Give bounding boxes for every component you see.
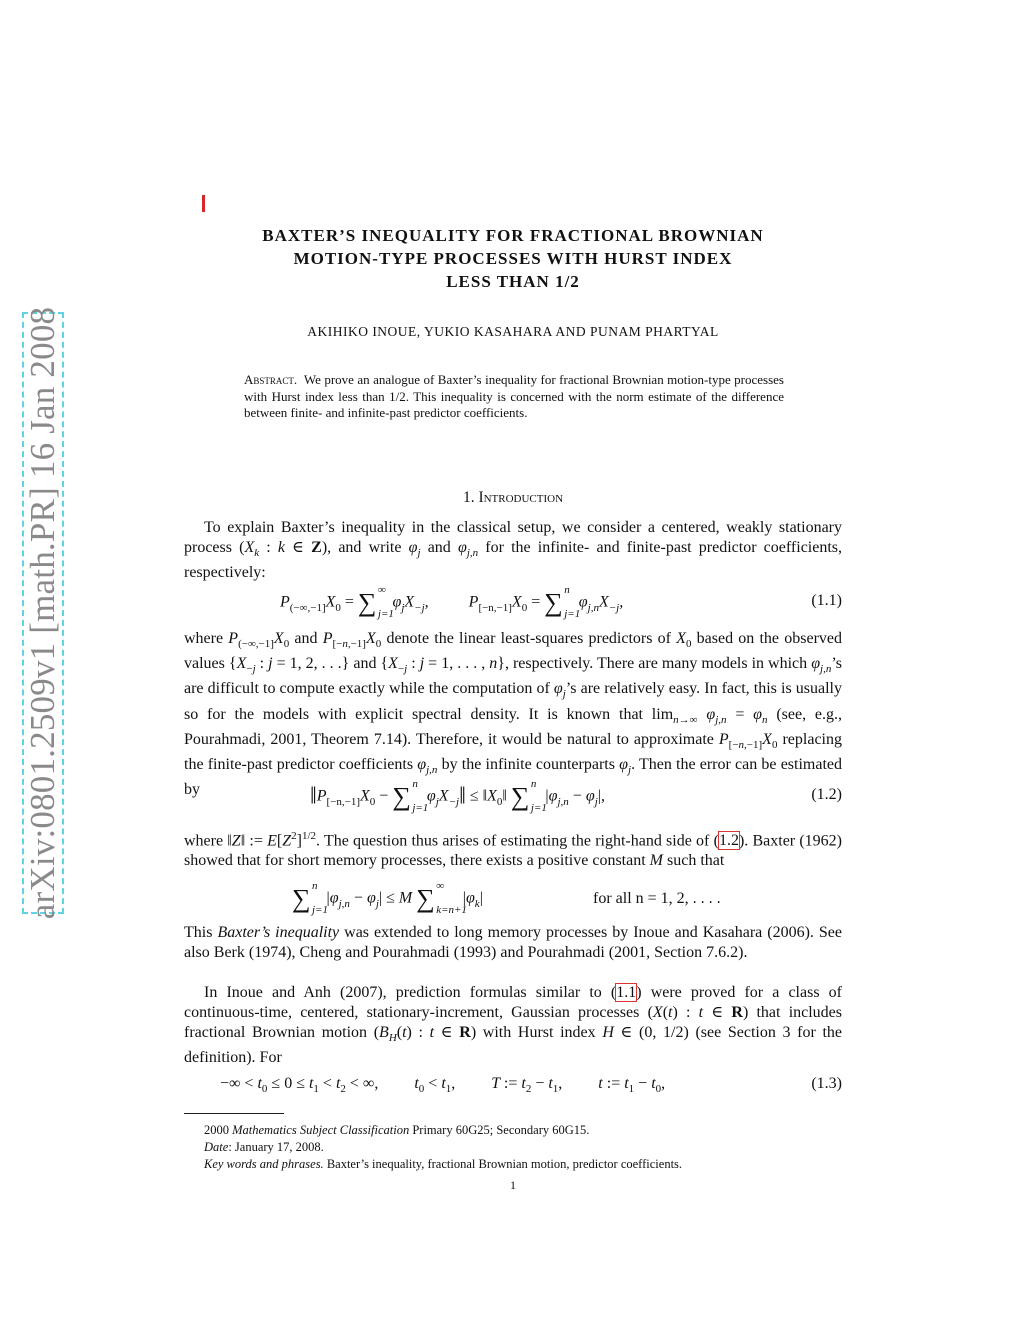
abstract — [244, 372, 784, 422]
footnote-keywords — [204, 1156, 844, 1173]
red-marker — [202, 195, 205, 212]
paper-title-line-1: BAXTER’S INEQUALITY FOR FRACTIONAL BROWNIAN — [262, 226, 764, 245]
footnote-date: Date: January 17, 2008. — [204, 1140, 324, 1154]
paper-title-line-3: LESS THAN 1/2 — [446, 272, 580, 291]
msc-year: 2000 — [204, 1123, 229, 1137]
equation-ref-link[interactable]: 1.1 — [616, 984, 637, 1001]
equation-number: (1.3) — [811, 1075, 842, 1092]
msc-text: Primary 60G25; Secondary 60G15. — [412, 1123, 590, 1137]
baxter-inequality-display: ∑ n j=1 $|\varphi_{j,n} - \varphi_j| \le M$ ∑ ∞ k=n+1 $|\varphi_k|$ for all n = 1, 2, . . . . — [292, 880, 721, 916]
intro-paragraph-2: where $P_{(-\infty,-1]}X_0$ and $P_{[-n,-1]}X_0$ denote the linear least-squares predictors of $X_0$ based on the observed values {$X_{-j}$ : j = 1, 2, . . .} and {$X_{-j}$ : j = 1, . . . , n}, respectively. There are many models in which $\varphi_{j,n}’s$ are difficult to compute exactly while the computation of $\varphi_j’s$ are relatively easy. In fact, this is usually so for the models with explicit spectral density. It is known that $\lim_{n\to\infty} \varphi_{j,n} = \varphi_n$ (see, e.g., Pourahmadi, 2001, Theorem 7.14). Therefore, it would be natural to approximate $P_{[-n,-1]}X_0$ replacing the finite-past predictor coefficients $\varphi_{j,n}$ by the infinite counterparts $\varphi_j$. Then the error can be estimated by — [184, 630, 843, 799]
equation-1-3: −∞ < $t_0 \le 0 \le t_1 < t_2$ < ∞, $t_0 < t_1$, T := $t_2 - t_1$, t := $t_1 - t_0$, (1.3) — [220, 1075, 842, 1096]
equation-number: (1.1) — [811, 592, 842, 609]
section-number: 1. — [462, 489, 475, 506]
intro-paragraph-4: This Baxter’s inequality was extended to long memory processes by Inoue and Kasahara (2006). See also Berk (1974), Cheng and Pourahmadi (1993) and Pourahmadi (2001, Section 7.6.2). — [184, 924, 842, 961]
date-text: January 17, 2008. — [234, 1140, 324, 1154]
author-list: AKIHIKO INOUE, YUKIO KASAHARA AND PUNAM PHARTYAL — [307, 324, 719, 339]
for-all-n-text: for all n = 1, 2, . . . . — [593, 890, 721, 907]
msc-label: Mathematics Subject Classification — [232, 1123, 410, 1137]
abstract-text: We prove an analogue of Baxter’s inequality for fractional Brownian motion-type processes with Hurst index less than 1/2. This inequality is concerned with the norm estimate of the difference between finite- and infinite-past predictor coefficients. — [244, 372, 784, 420]
keywords-label: Key words and phrases. — [204, 1157, 324, 1171]
footnote-rule — [184, 1113, 284, 1114]
abstract-label: Abstract. — [244, 372, 298, 387]
footnote-msc — [204, 1122, 844, 1139]
intro-paragraph-3: where ‖Z‖ := $E[Z^2]^{1/2}$. The question thus arises of estimating the right-hand side of (1.2). Baxter (1962) showed that for short memory processes, there exists a positive constant M such that — [184, 830, 843, 870]
section-title: Introduction — [478, 489, 564, 506]
date-label: Date — [204, 1140, 229, 1154]
arxiv-stamp — [22, 306, 64, 920]
intro-paragraph-1: To explain Baxter’s inequality in the classical setup, we consider a centered, weakly stationary process ($X_k$ : k ∈ Z), and write $\varphi_j$ and $\varphi_{j,n}$ for the infinite- and finite-past predictor coefficients, respectively: — [184, 519, 843, 582]
paper-title-line-2: MOTION-TYPE PROCESSES WITH HURST INDEX — [293, 249, 733, 268]
keywords-text: Baxter’s inequality, fractional Brownian motion, predictor coefficients. — [326, 1157, 683, 1171]
intro-paragraph-5: In Inoue and Anh (2007), prediction formulas similar to (1.1) were proved for a class of continuous-time, centered, stationary-increment, Gaussian processes (X(t) : t ∈ R) that includes fractional Brownian motion ($B_H(t)$ : t ∈ R) with Hurst index H ∈ (0, 1/2) (see Section 3 for the definition). For — [184, 984, 843, 1067]
equation-1-2: $‖P_{[-n,-1]}X_0$ − ∑ n j=1 $\varphi_jX_{-j}‖$ ≤ $‖X_0‖$ ∑ n j=1 $|\varphi_{j,n} - \varphi_j|$, (1.2) — [310, 778, 842, 814]
equation-number: (1.2) — [811, 786, 842, 803]
arxiv-identifier: arXiv:0801.2509v1 [math.PR] 16 Jan 2008 — [23, 306, 62, 920]
page-number: 1 — [510, 1178, 516, 1192]
section-heading — [160, 489, 866, 507]
equation-ref-link[interactable]: 1.2 — [718, 832, 739, 850]
equation-1-1: $P_{(-\infty,-1]}X_0$ = ∑ ∞ j=1 $\varphi_jX_{-j}$, $P_{[-n,-1]}X_0$ = ∑ n j=1 $\varphi_{j,n}X_{-j}$, (1.1) — [280, 584, 842, 620]
